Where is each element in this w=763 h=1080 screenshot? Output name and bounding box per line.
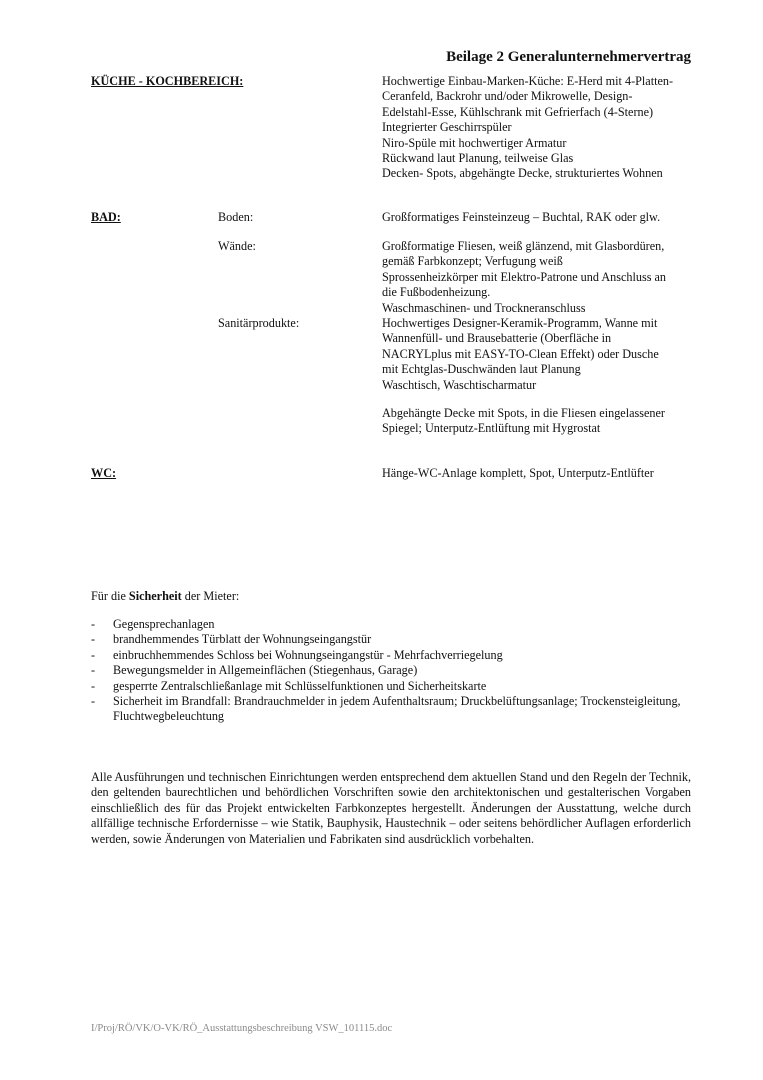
bad-sanitaer-description <box>382 316 694 393</box>
kueche-line: Edelstahl-Esse, Kühlschrank mit Gefrierfach (4-Sterne) <box>382 104 654 119</box>
bad-sanitaer-line: mit Echtglas-Duschwänden laut Planung <box>382 362 581 377</box>
bad-extra-line: Abgehängte Decke mit Spots, in die Fliesen eingelassener <box>382 406 665 420</box>
bad-sanitaer-line: Wannenfüll- und Brausebatterie (Oberfläche in <box>382 331 612 346</box>
list-item-text: einbruchhemmendes Schloss bei Wohnungseingangstür - Mehrfachverriegelung <box>113 647 503 662</box>
section-label-kueche: KÜCHE - KOCHBEREICH: <box>91 74 244 88</box>
kueche-line: Decken- Spots, abgehängte Decke, strukturiertes Wohnen <box>382 166 663 181</box>
list-item-text: brandhemmendes Türblatt der Wohnungseingangstür <box>113 632 372 647</box>
bad-boden-description <box>382 210 694 225</box>
bullet-dash: - <box>91 694 96 709</box>
list-item-text: Sicherheit im Brandfall: Brandrauchmelder in jedem Aufenthaltsraum; Druckbelüftungsanlage; Trockensteigleitung, Fluchtwegbeleuchtung <box>113 694 681 724</box>
bad-boden-label: Boden: <box>218 210 254 224</box>
bullet-dash: - <box>91 663 96 678</box>
bullet-dash: - <box>91 617 96 631</box>
kueche-line: Niro-Spüle mit hochwertiger Armatur <box>382 135 567 150</box>
bad-sanitaer-line: Waschtisch, Waschtischarmatur <box>382 377 537 392</box>
list-item-text: gesperrte Zentralschließanlage mit Schlüsselfunktionen und Sicherheitskarte <box>113 678 487 693</box>
bad-sanitaer-line: Hochwertiges Designer-Keramik-Programm, Wanne mit <box>382 316 658 330</box>
list-item-text: Bewegungsmelder in Allgemeinflächen (Stiegenhaus, Garage) <box>113 663 418 678</box>
bad-sanitaer-label: Sanitärprodukte: <box>218 316 300 330</box>
list-item <box>91 679 691 694</box>
list-item-text: Gegensprechanlagen <box>113 617 215 631</box>
bad-sanitaer-line: NACRYLplus mit EASY-TO-Clean Effekt) oder Dusche <box>382 346 659 361</box>
bad-waende-description <box>382 239 694 316</box>
bullet-dash: - <box>91 678 96 693</box>
list-item <box>91 648 691 663</box>
wc-line: Hänge-WC-Anlage komplett, Spot, Unterputz-Entlüfter <box>382 466 654 480</box>
list-item <box>91 694 691 725</box>
section-label-bad: BAD: <box>91 210 121 224</box>
sicherheit-intro-before: Für die <box>91 589 129 603</box>
bad-extra-description <box>382 406 694 437</box>
section-label-wc: WC: <box>91 466 117 480</box>
list-item <box>91 617 691 632</box>
bullet-dash: - <box>91 632 96 647</box>
kueche-description <box>382 74 694 182</box>
sicherheit-intro <box>91 589 239 604</box>
bad-boden-line: Großformatiges Feinsteinzeug – Buchtal, RAK oder glw. <box>382 210 661 224</box>
closing-paragraph: Alle Ausführungen und technischen Einrichtungen werden entsprechend dem aktuellen Stand und den Regeln der Technik, den geltenden baurechtlichen und behördlichen Vorschriften sowie den architektonischen und gestalterischen Vorgaben einschließlich des für das Projekt entwickelten Farbkonzeptes hergestellt. Änderungen der Ausstattung, welche durch allfällige technische Erfordernisse – wie Statik, Bauphysik, Haustechnik – oder seitens behördlicher Auflagen erforderlich werden, sowie Änderungen von Materialien und Fabrikaten sind ausdrücklich vorbehalten. <box>91 770 691 846</box>
sicherheit-intro-bold: Sicherheit <box>128 589 182 603</box>
footer-file-path: I/Proj/RÖ/VK/O-VK/RÖ_Ausstattungsbeschreibung VSW_101115.doc <box>91 1023 393 1034</box>
kueche-line: Hochwertige Einbau-Marken-Küche: E-Herd mit 4-Platten- <box>382 74 674 88</box>
list-item <box>91 632 691 647</box>
bad-waende-line: die Fußbodenheizung. <box>382 285 491 300</box>
bad-waende-line: Sprossenheizkörper mit Elektro-Patrone und Anschluss an <box>382 269 666 284</box>
sicherheit-intro-after: der Mieter: <box>181 589 240 603</box>
bad-waende-line: Waschmaschinen- und Trockneranschluss <box>382 300 586 315</box>
kueche-line: Ceranfeld, Backrohr und/oder Mikrowelle, Design- <box>382 89 633 104</box>
kueche-line: Integrierter Geschirrspüler <box>382 120 512 135</box>
sicherheit-list <box>91 617 691 725</box>
document-title: Beilage 2 Generalunternehmervertrag <box>446 49 691 65</box>
list-item <box>91 663 691 678</box>
bad-waende-label: Wände: <box>218 239 256 253</box>
bad-extra-line: Spiegel; Unterputz-Entlüftung mit Hygrostat <box>382 421 601 436</box>
bad-waende-line: gemäß Farbkonzept; Verfugung weiß <box>382 254 563 269</box>
bullet-dash: - <box>91 647 96 662</box>
wc-description <box>382 466 694 481</box>
bad-waende-line: Großformatige Fliesen, weiß glänzend, mit Glasbordüren, <box>382 239 665 253</box>
kueche-line: Rückwand laut Planung, teilweise Glas <box>382 151 574 166</box>
